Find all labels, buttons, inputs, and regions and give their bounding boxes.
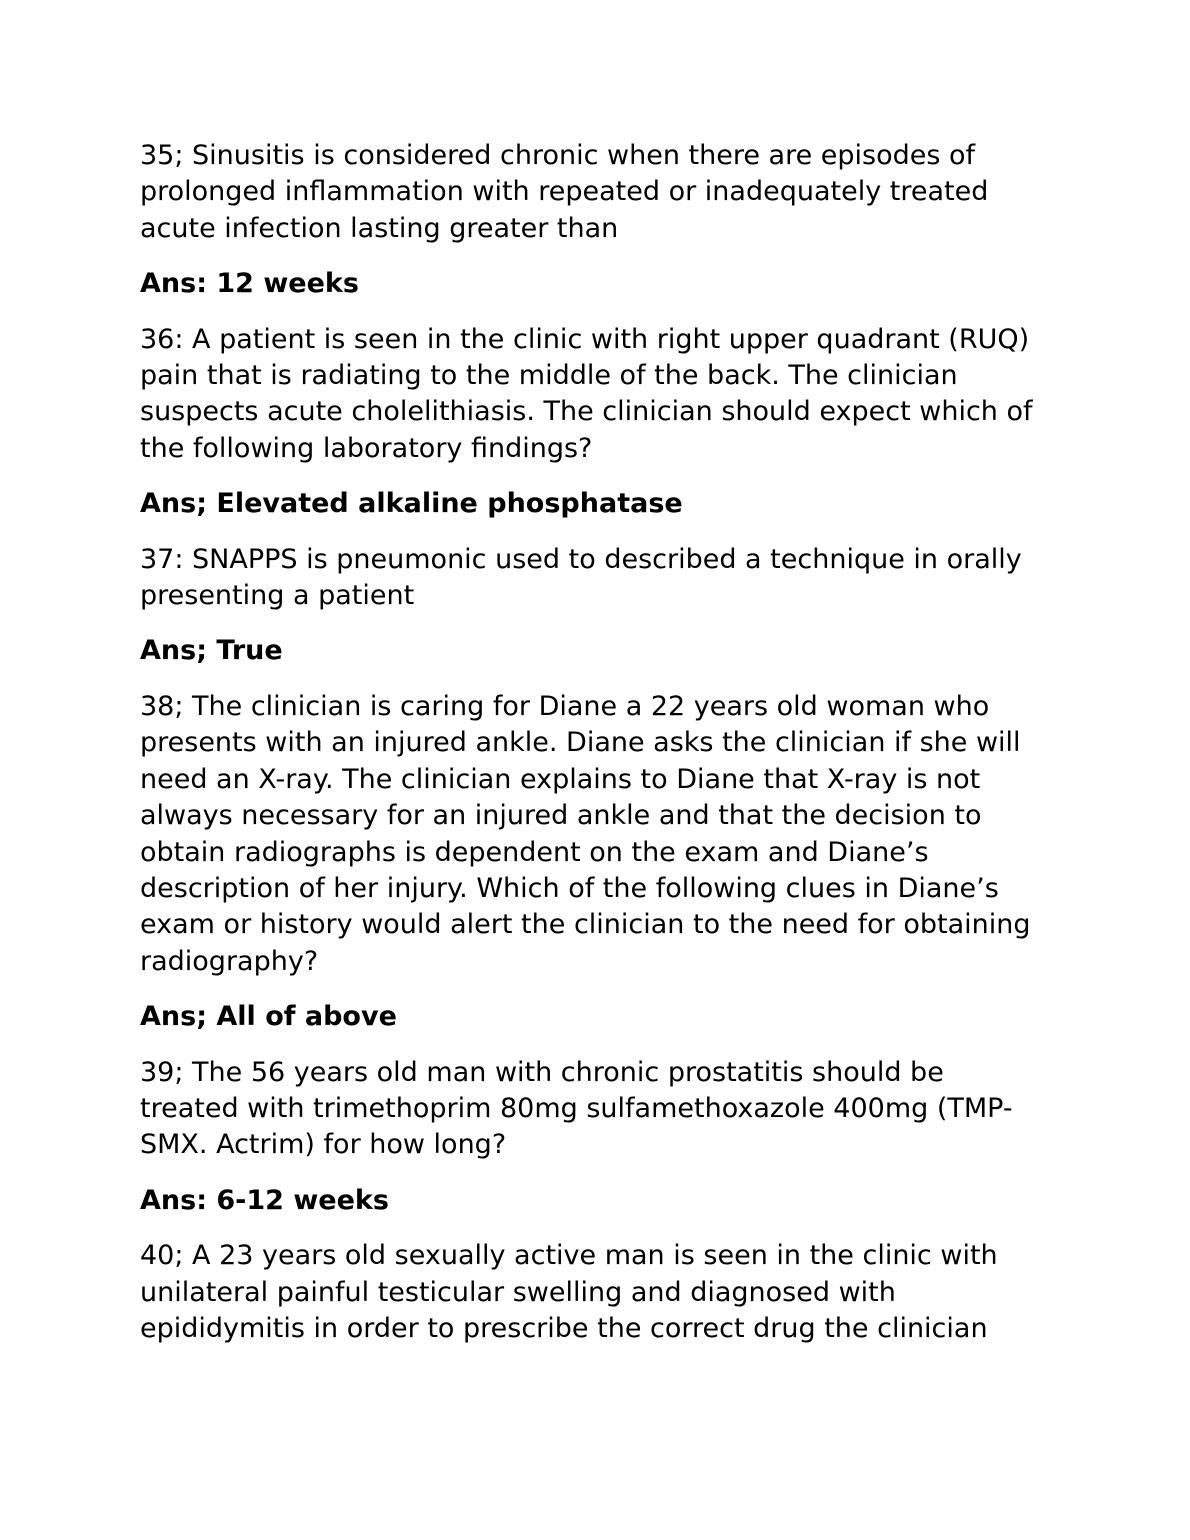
answer-38: Ans; All of above bbox=[140, 1001, 397, 1033]
question-39: 39; The 56 years old man with chronic prostatitis should be treated with trimethoprim 80mg sulfamethoxazole 400mg (TMP- SMX. Actrim) for how long? bbox=[140, 1056, 1013, 1161]
question-40: 40; A 23 years old sexually active man is seen in the clinic with unilateral painful testicular swelling and diagnosed with epididymitis in order to prescribe the correct drug the clinician bbox=[140, 1240, 998, 1344]
question-37: 37: SNAPPS is pneumonic used to described a technique in orally presenting a patient bbox=[140, 543, 1022, 612]
question-38: 38; The clinician is caring for Diane a 22 years old woman who presents with an injured ankle. Diane asks the clinician if she will need an X-ray. The clinician explains to Diane that X-ray is not always necessary for an injured ankle and that the decision to obtain radiographs is dependent on the exam and Diane’s description of her injury. Which of the following clues in Diane’s exam or history would alert the clinician to the need for obtaining radiography? bbox=[140, 690, 1031, 977]
document-content bbox=[140, 138, 1050, 1366]
answer-35: Ans: 12 weeks bbox=[140, 268, 359, 300]
question-36: 36: A patient is seen in the clinic with right upper quadrant (RUQ) pain that is radiating to the middle of the back. The clinician suspects acute cholelithiasis. The clinician should expect which of the following laboratory findings? bbox=[140, 323, 1033, 464]
answer-39: Ans: 6-12 weeks bbox=[140, 1184, 389, 1216]
question-35: 35; Sinusitis is considered chronic when there are episodes of prolonged inflammation with repeated or inadequately treated acute infection lasting greater than bbox=[140, 140, 989, 244]
answer-36: Ans; Elevated alkaline phosphatase bbox=[140, 488, 683, 520]
answer-37: Ans; True bbox=[140, 635, 283, 667]
